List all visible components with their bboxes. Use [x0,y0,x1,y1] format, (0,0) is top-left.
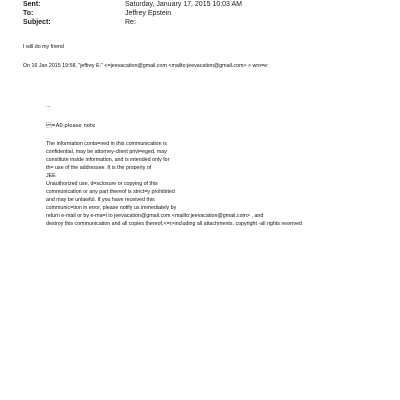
subject-label: Subject: [23,19,51,26]
disclaimer-line: and may be unlawful. If you have received this [46,197,155,203]
to-label: To: [23,10,34,17]
reply-text: I will do my friend [23,44,64,50]
ellipsis: ... [46,103,51,109]
disclaimer-line: The information conta=ned in this communication is [46,141,167,147]
quote-intro: On 16 Jan 2015 19:58, "jeffrey E." <=jeevacation@gmail.com <mailto:jeevacation@gmail.com> > wro=e: [23,63,269,69]
to-value: Jeffrey Epstein [125,10,172,17]
please-note: =A0 please note [46,123,96,129]
disclaimer-line: return e-mail or by e-ma=l to jeevacation@gmail.com <mailto:jeevacation@gmail.com> , and [46,213,264,219]
disclaimer-line: th= use of the addressee. It is the property of [46,165,152,171]
disclaimer-line: communic=tion in error, please notify us immediately by [46,205,177,211]
subject-value: Re: [125,19,136,26]
disclaimer-line: communication or any part thereof is strict=y prohibited [46,189,175,195]
disclaimer-line: JEE [46,173,56,179]
sent-label: Sent: [23,1,41,8]
disclaimer-line: constitute inside information, and is intended only for [46,157,170,163]
disclaimer-line: Unauthorized use, d=sclosure or copying of this [46,181,158,187]
disclaimer-line: confidential, may be attorney-client privi=eged, may [46,149,167,155]
sent-value: Saturday, January 17, 2015 10:03 AM [125,1,243,8]
disclaimer-line: destroy this communication and all copies thereof,<=r>including all attachments. copyright -all rights reserved [46,221,302,227]
